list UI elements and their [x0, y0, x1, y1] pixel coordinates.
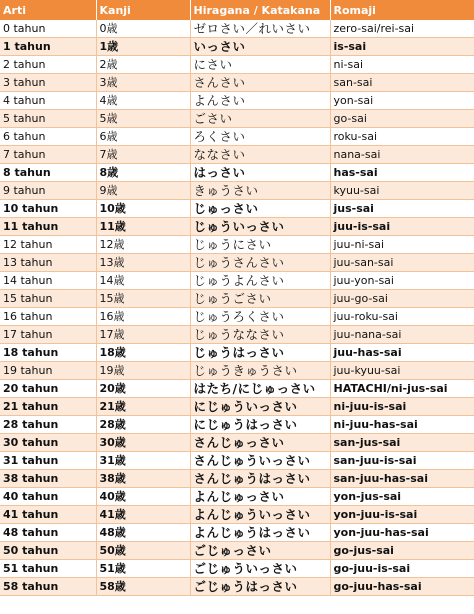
- cell-romaji: san-jus-sai: [330, 434, 474, 452]
- cell-hiragana: ごじゅういっさい: [190, 560, 330, 578]
- cell-arti: 7 tahun: [0, 146, 96, 164]
- cell-romaji: has-sai: [330, 164, 474, 182]
- cell-romaji: ni-juu-is-sai: [330, 398, 474, 416]
- cell-kanji: 12歳: [96, 236, 190, 254]
- cell-arti: 6 tahun: [0, 128, 96, 146]
- cell-arti: 17 tahun: [0, 326, 96, 344]
- cell-romaji: san-juu-is-sai: [330, 452, 474, 470]
- cell-kanji: 21歳: [96, 398, 190, 416]
- cell-kanji: 8歳: [96, 164, 190, 182]
- cell-romaji: jus-sai: [330, 200, 474, 218]
- table-row: [0, 308, 474, 326]
- cell-arti: 40 tahun: [0, 488, 96, 506]
- cell-arti: 41 tahun: [0, 506, 96, 524]
- cell-arti: 51 tahun: [0, 560, 96, 578]
- cell-hiragana: じゅうはっさい: [190, 344, 330, 362]
- cell-romaji: juu-ni-sai: [330, 236, 474, 254]
- cell-hiragana: さんじゅういっさい: [190, 452, 330, 470]
- cell-kanji: 17歳: [96, 326, 190, 344]
- cell-kanji: 30歳: [96, 434, 190, 452]
- cell-romaji: juu-kyuu-sai: [330, 362, 474, 380]
- cell-kanji: 50歳: [96, 542, 190, 560]
- table-row: [0, 452, 474, 470]
- table-row: [0, 488, 474, 506]
- header-romaji: Romaji: [330, 0, 474, 20]
- table-row: [0, 344, 474, 362]
- table-row: [0, 434, 474, 452]
- cell-kanji: 4歳: [96, 92, 190, 110]
- cell-romaji: yon-juu-has-sai: [330, 524, 474, 542]
- cell-kanji: 1歳: [96, 38, 190, 56]
- cell-hiragana: ごさい: [190, 110, 330, 128]
- cell-kanji: 16歳: [96, 308, 190, 326]
- table-row: [0, 110, 474, 128]
- cell-kanji: 19歳: [96, 362, 190, 380]
- cell-kanji: 9歳: [96, 182, 190, 200]
- cell-hiragana: じゅっさい: [190, 200, 330, 218]
- cell-arti: 3 tahun: [0, 74, 96, 92]
- cell-romaji: go-sai: [330, 110, 474, 128]
- cell-hiragana: はっさい: [190, 164, 330, 182]
- cell-arti: 28 tahun: [0, 416, 96, 434]
- cell-kanji: 58歳: [96, 578, 190, 596]
- cell-romaji: juu-has-sai: [330, 344, 474, 362]
- cell-kanji: 6歳: [96, 128, 190, 146]
- table-row: [0, 416, 474, 434]
- table-row: [0, 254, 474, 272]
- cell-romaji: juu-roku-sai: [330, 308, 474, 326]
- cell-romaji: ni-juu-has-sai: [330, 416, 474, 434]
- cell-arti: 58 tahun: [0, 578, 96, 596]
- cell-hiragana: はたち/にじゅっさい: [190, 380, 330, 398]
- cell-hiragana: じゅうろくさい: [190, 308, 330, 326]
- cell-hiragana: さんじゅうはっさい: [190, 470, 330, 488]
- cell-arti: 9 tahun: [0, 182, 96, 200]
- table-body: [0, 20, 474, 596]
- cell-kanji: 11歳: [96, 218, 190, 236]
- cell-kanji: 2歳: [96, 56, 190, 74]
- cell-arti: 16 tahun: [0, 308, 96, 326]
- cell-kanji: 51歳: [96, 560, 190, 578]
- cell-kanji: 28歳: [96, 416, 190, 434]
- cell-romaji: roku-sai: [330, 128, 474, 146]
- cell-arti: 38 tahun: [0, 470, 96, 488]
- header-hiragana-katakana: Hiragana / Katakana: [190, 0, 330, 20]
- cell-hiragana: にじゅういっさい: [190, 398, 330, 416]
- cell-hiragana: じゅうよんさい: [190, 272, 330, 290]
- cell-romaji: go-juu-has-sai: [330, 578, 474, 596]
- cell-kanji: 41歳: [96, 506, 190, 524]
- cell-kanji: 5歳: [96, 110, 190, 128]
- cell-kanji: 7歳: [96, 146, 190, 164]
- cell-hiragana: きゅうさい: [190, 182, 330, 200]
- cell-romaji: yon-juu-is-sai: [330, 506, 474, 524]
- table-row: [0, 506, 474, 524]
- cell-hiragana: じゅうさんさい: [190, 254, 330, 272]
- cell-romaji: ni-sai: [330, 56, 474, 74]
- cell-hiragana: いっさい: [190, 38, 330, 56]
- cell-kanji: 40歳: [96, 488, 190, 506]
- cell-romaji: san-juu-has-sai: [330, 470, 474, 488]
- cell-arti: 50 tahun: [0, 542, 96, 560]
- header-kanji: Kanji: [96, 0, 190, 20]
- cell-romaji: juu-is-sai: [330, 218, 474, 236]
- cell-romaji: yon-sai: [330, 92, 474, 110]
- table-row: [0, 146, 474, 164]
- cell-hiragana: ごじゅうはっさい: [190, 578, 330, 596]
- table-row: [0, 182, 474, 200]
- cell-romaji: zero-sai/rei-sai: [330, 20, 474, 38]
- cell-hiragana: よんじゅうはっさい: [190, 524, 330, 542]
- cell-arti: 0 tahun: [0, 20, 96, 38]
- cell-kanji: 13歳: [96, 254, 190, 272]
- table-row: [0, 578, 474, 596]
- cell-hiragana: じゅうにさい: [190, 236, 330, 254]
- cell-kanji: 3歳: [96, 74, 190, 92]
- cell-kanji: 31歳: [96, 452, 190, 470]
- cell-hiragana: じゅうななさい: [190, 326, 330, 344]
- cell-romaji: HATACHI/ni-jus-sai: [330, 380, 474, 398]
- cell-arti: 1 tahun: [0, 38, 96, 56]
- cell-romaji: yon-jus-sai: [330, 488, 474, 506]
- cell-arti: 2 tahun: [0, 56, 96, 74]
- cell-romaji: go-juu-is-sai: [330, 560, 474, 578]
- table-row: [0, 92, 474, 110]
- cell-hiragana: よんじゅういっさい: [190, 506, 330, 524]
- cell-arti: 30 tahun: [0, 434, 96, 452]
- table-row: [0, 542, 474, 560]
- cell-romaji: kyuu-sai: [330, 182, 474, 200]
- table-row: [0, 326, 474, 344]
- cell-kanji: 48歳: [96, 524, 190, 542]
- cell-hiragana: さんじゅっさい: [190, 434, 330, 452]
- cell-hiragana: じゅうきゅうさい: [190, 362, 330, 380]
- cell-hiragana: ゼロさい／れいさい: [190, 20, 330, 38]
- cell-hiragana: じゅういっさい: [190, 218, 330, 236]
- cell-hiragana: じゅうごさい: [190, 290, 330, 308]
- cell-kanji: 15歳: [96, 290, 190, 308]
- header-arti: Arti: [0, 0, 96, 20]
- cell-hiragana: さんさい: [190, 74, 330, 92]
- table-row: [0, 38, 474, 56]
- cell-romaji: juu-san-sai: [330, 254, 474, 272]
- cell-arti: 13 tahun: [0, 254, 96, 272]
- cell-arti: 4 tahun: [0, 92, 96, 110]
- cell-hiragana: ななさい: [190, 146, 330, 164]
- table-row: [0, 362, 474, 380]
- table-row: [0, 398, 474, 416]
- table-row: [0, 524, 474, 542]
- cell-hiragana: よんさい: [190, 92, 330, 110]
- cell-arti: 11 tahun: [0, 218, 96, 236]
- cell-hiragana: よんじゅっさい: [190, 488, 330, 506]
- cell-hiragana: ごじゅっさい: [190, 542, 330, 560]
- table-row: [0, 380, 474, 398]
- cell-arti: 5 tahun: [0, 110, 96, 128]
- table-header: [0, 0, 474, 20]
- table-row: [0, 164, 474, 182]
- cell-romaji: go-jus-sai: [330, 542, 474, 560]
- cell-romaji: san-sai: [330, 74, 474, 92]
- table-row: [0, 470, 474, 488]
- table-row: [0, 218, 474, 236]
- table-row: [0, 200, 474, 218]
- cell-kanji: 14歳: [96, 272, 190, 290]
- cell-romaji: is-sai: [330, 38, 474, 56]
- cell-arti: 20 tahun: [0, 380, 96, 398]
- cell-arti: 18 tahun: [0, 344, 96, 362]
- cell-hiragana: ろくさい: [190, 128, 330, 146]
- cell-arti: 15 tahun: [0, 290, 96, 308]
- table-row: [0, 272, 474, 290]
- cell-romaji: juu-yon-sai: [330, 272, 474, 290]
- table-row: [0, 290, 474, 308]
- cell-arti: 21 tahun: [0, 398, 96, 416]
- table-row: [0, 56, 474, 74]
- cell-romaji: nana-sai: [330, 146, 474, 164]
- cell-kanji: 18歳: [96, 344, 190, 362]
- header-row: [0, 0, 474, 20]
- cell-arti: 19 tahun: [0, 362, 96, 380]
- table-row: [0, 74, 474, 92]
- cell-hiragana: にさい: [190, 56, 330, 74]
- cell-arti: 10 tahun: [0, 200, 96, 218]
- cell-arti: 12 tahun: [0, 236, 96, 254]
- cell-arti: 31 tahun: [0, 452, 96, 470]
- cell-kanji: 10歳: [96, 200, 190, 218]
- cell-arti: 14 tahun: [0, 272, 96, 290]
- table-row: [0, 236, 474, 254]
- cell-romaji: juu-nana-sai: [330, 326, 474, 344]
- table-row: [0, 128, 474, 146]
- table-row: [0, 560, 474, 578]
- cell-kanji: 38歳: [96, 470, 190, 488]
- table-row: [0, 20, 474, 38]
- cell-hiragana: にじゅうはっさい: [190, 416, 330, 434]
- cell-arti: 48 tahun: [0, 524, 96, 542]
- cell-romaji: juu-go-sai: [330, 290, 474, 308]
- cell-kanji: 20歳: [96, 380, 190, 398]
- cell-kanji: 0歳: [96, 20, 190, 38]
- cell-arti: 8 tahun: [0, 164, 96, 182]
